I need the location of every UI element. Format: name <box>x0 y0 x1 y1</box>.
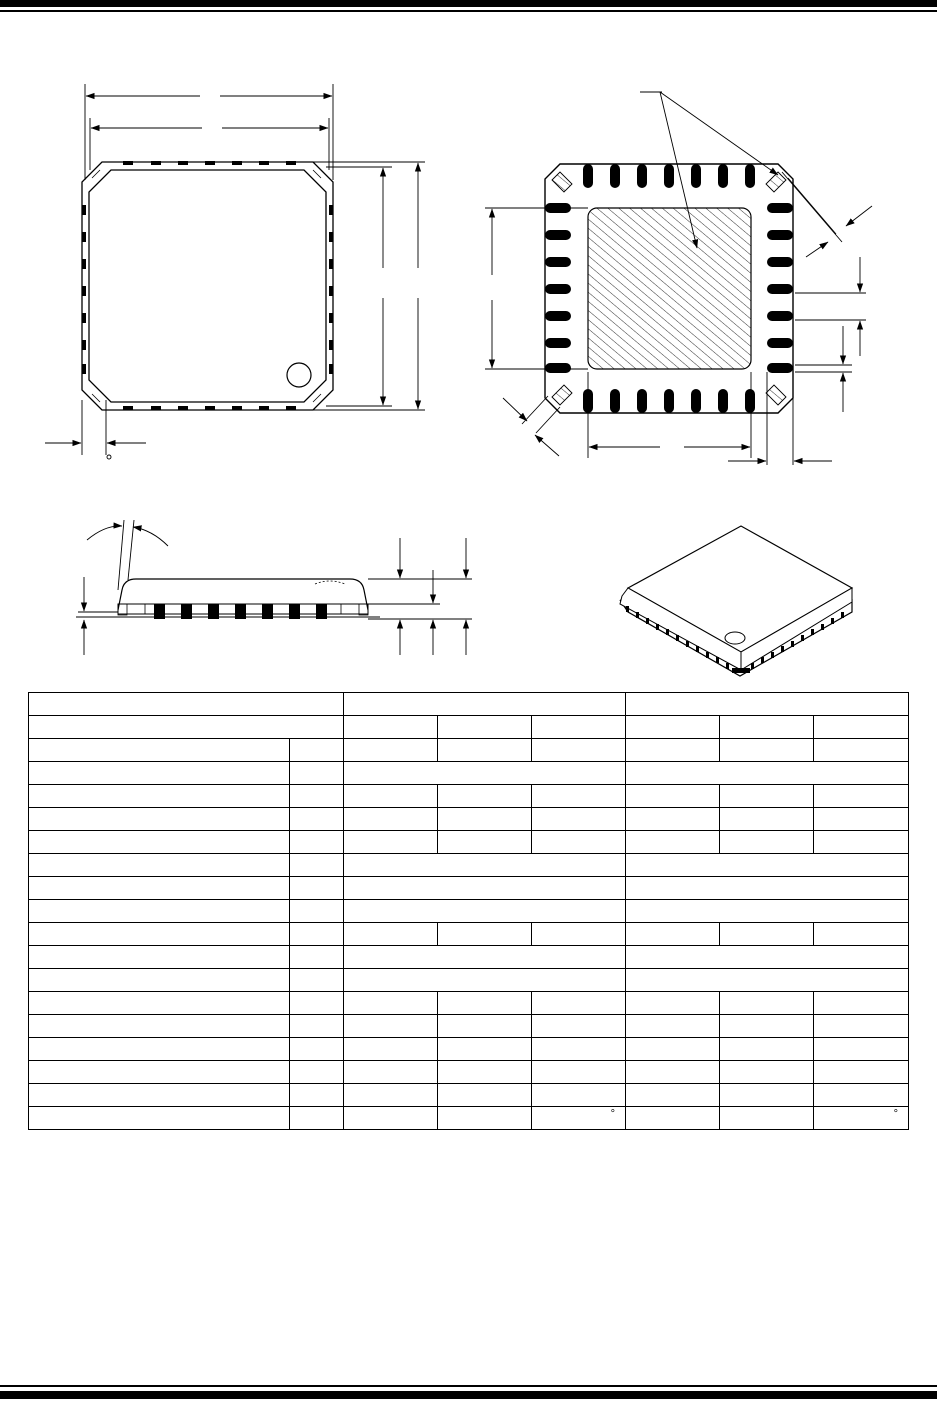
isometric-view <box>620 526 852 676</box>
bottom-view <box>485 92 872 465</box>
table-header-row-1 <box>29 693 909 716</box>
side-view <box>76 520 472 655</box>
table-row <box>29 992 909 1015</box>
table-row <box>29 900 909 923</box>
table-row <box>29 1084 909 1107</box>
table-row <box>29 969 909 992</box>
table-row <box>29 1107 909 1130</box>
table-row <box>29 785 909 808</box>
table-header-row-2 <box>29 716 909 739</box>
table-row <box>29 877 909 900</box>
table-row <box>29 1061 909 1084</box>
table-row <box>29 1015 909 1038</box>
top-view-dimensions <box>45 84 425 455</box>
degree-symbol-icon <box>107 455 111 459</box>
table-row <box>29 946 909 969</box>
table-row <box>29 831 909 854</box>
exposed-pad <box>588 208 751 369</box>
footer-rule-thin <box>0 1385 937 1387</box>
table-row <box>29 762 909 785</box>
package-drawing <box>0 0 937 690</box>
table-row <box>29 923 909 946</box>
table-row <box>29 739 909 762</box>
top-view-body-outline <box>82 162 333 410</box>
table-row <box>29 808 909 831</box>
dimensions-table <box>28 692 909 1130</box>
degree-mark: ° <box>893 1108 899 1120</box>
table-row <box>29 1038 909 1061</box>
footer-rule-thick <box>0 1391 937 1399</box>
top-view-edge-leads <box>82 161 333 410</box>
top-view-corner-leads <box>92 170 321 402</box>
degree-mark: ° <box>610 1108 616 1120</box>
pin1-dot <box>287 363 311 387</box>
top-view <box>45 84 425 459</box>
table-row <box>29 854 909 877</box>
iso-pin1-dot <box>725 632 745 644</box>
side-view-dimensions <box>78 520 472 655</box>
